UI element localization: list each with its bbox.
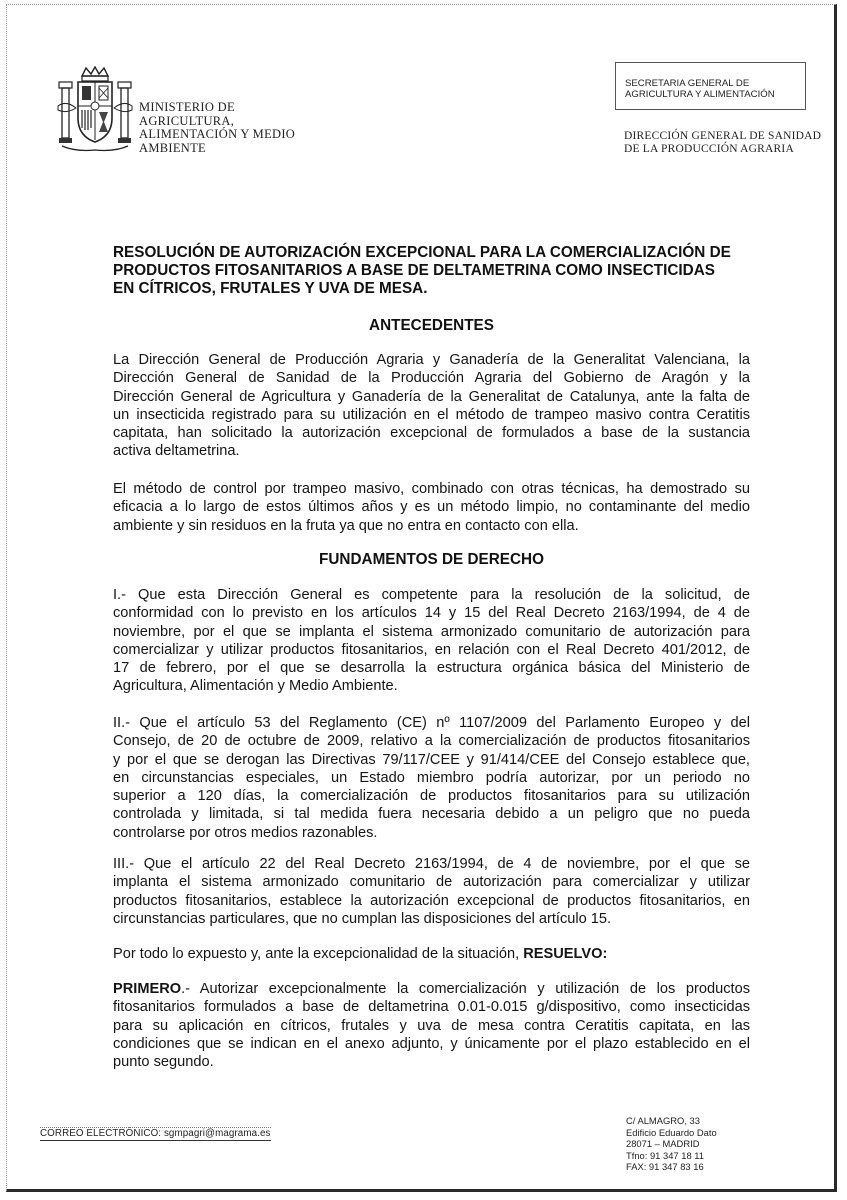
text-line: noviembre, por el que se implanta el sistema armonizado comunitario de autorización para xyxy=(113,623,750,640)
text-line: 17 de febrero, por el que se desarrolla la estructura orgánica básica del Ministerio de xyxy=(113,660,750,677)
text-line: en circunstancias especiales, un Estado miembro podría autorizar, por un periodo no xyxy=(113,769,750,786)
document-title xyxy=(113,244,753,298)
text-line xyxy=(113,980,750,998)
secretaria-line: AGRICULTURA Y ALIMENTACIÓN xyxy=(625,88,775,100)
text-line xyxy=(113,945,750,963)
direccion-line: DE LA PRODUCCIÓN AGRARIA xyxy=(624,143,794,155)
title-line: PRODUCTOS FITOSANITARIOS A BASE DE DELTAMETRINA COMO INSECTICIDAS xyxy=(113,262,715,279)
heading-fundamentos: FUNDAMENTOS DE DERECHO xyxy=(319,551,544,568)
direccion-general xyxy=(624,130,821,156)
paragraph-resuelvo xyxy=(113,945,750,963)
text-line: capitata, han solicitado la autorización excepcional de formulados a base de la sustancia xyxy=(113,425,750,442)
text-line: punto segundo. xyxy=(113,1054,214,1071)
resuelvo-intro: Por todo lo expuesto y, ante la excepcionalidad de la situación, xyxy=(113,946,524,962)
address-line: Tfno: 91 347 18 11 xyxy=(626,1149,705,1161)
email-value: sgmpagri@magrama.es xyxy=(163,1128,271,1139)
text-line: conformidad con lo previsto en los artículos 14 y 15 del Real Decreto 2163/1994, de 4 de xyxy=(113,605,750,622)
paragraph-antecedentes-1 xyxy=(113,351,750,461)
resuelvo-label: RESUELVO: xyxy=(523,946,608,962)
text-line: Dirección General de Agricultura y Ganadería de la Generalitat de Catalunya, ante la falta de xyxy=(113,388,750,405)
text-line: controlada y limitada, si tal medida fuera necesaria debido a un peligro que no pueda xyxy=(113,806,750,823)
title-line: EN CÍTRICOS, FRUTALES Y UVA DE MESA. xyxy=(113,280,428,297)
text-line: condiciones que se indican en el anexo adjunto, y únicamente por el plazo establecido en el xyxy=(113,1035,750,1052)
text-line: II.- Que el artículo 53 del Reglamento (CE) nº 1107/2009 del Parlamento Europeo y del xyxy=(113,715,750,731)
address-line: Edificio Eduardo Dato xyxy=(626,1126,717,1138)
text-line: fitosanitarios formulados a base de deltametrina 0.01-0.015 g/dispositivo, como insecticidas xyxy=(113,999,750,1016)
text-line: Consejo, de 20 de octubre de 2009, relativo a la comercialización de productos fitosanitarios xyxy=(113,733,750,750)
text-line: y por el que se derogan las Directivas 79/117/CEE y 91/414/CEE del Consejo establece que, xyxy=(113,751,750,768)
address-line: 28071 – MADRID xyxy=(626,1138,700,1150)
address-line: C/ ALMAGRO, 33 xyxy=(626,1115,700,1126)
ministry-line: MINISTERIO DE xyxy=(139,100,235,114)
coat-of-arms-icon xyxy=(56,66,134,158)
ministry-line: AGRICULTURA, xyxy=(139,113,235,128)
ministry-line: AMBIENTE xyxy=(139,140,206,155)
text-line: comercializar y utilizar productos fitosanitarios, en relación con el Real Decreto 401/2012, de xyxy=(113,641,750,658)
text-line: Agricultura, Alimentación y Medio Ambiente. xyxy=(113,678,398,695)
title-line: RESOLUCIÓN DE AUTORIZACIÓN EXCEPCIONAL PARA LA COMERCIALIZACIÓN DE xyxy=(113,244,731,261)
primero-first-line: .- Autorizar excepcionalmente la comercialización y utilización de los productos xyxy=(181,981,750,997)
text-line: superior a 120 días, la comercialización de productos fitosanitarios para su utilización xyxy=(113,788,750,805)
ministry-name xyxy=(139,101,295,155)
ministry-line: ALIMENTACIÓN Y MEDIO xyxy=(139,127,296,142)
text-line: III.- Que el artículo 22 del Real Decreto 2163/1994, de 4 de noviembre, por el que se xyxy=(113,856,750,872)
secretaria-line: SECRETARIA GENERAL DE xyxy=(625,78,750,89)
text-line: El método de control por trampeo masivo, combinado con otras técnicas, ha demostrado su xyxy=(113,481,750,497)
text-line: activa deltametrina. xyxy=(113,443,240,460)
text-line: I.- Que esta Dirección General es competente para la resolución de la solicitud, de xyxy=(113,587,750,603)
paragraph-antecedentes-2 xyxy=(113,480,750,535)
email-label: CORREO ELECTRÓNICO: xyxy=(40,1128,162,1139)
text-line: circunstancias particulares, que no cumplan las disposiciones del artículo 15. xyxy=(113,910,612,927)
text-line: productos fitosanitarios, establece la autorización excepcional de productos fitosanitarios, en xyxy=(113,892,750,909)
paragraph-fundamento-2 xyxy=(113,714,750,842)
text-line: ambiente y sin residuos en la fruta ya que no entra en contacto con ella. xyxy=(113,517,579,534)
text-line: La Dirección General de Producción Agraria y Ganadería de la Generalitat Valenciana, la xyxy=(113,352,750,368)
primero-label: PRIMERO xyxy=(113,981,182,997)
text-line: eficacia a lo largo de estos últimos años y es un método limpio, no contaminante del medio xyxy=(113,499,750,516)
text-line: controlarse por otros medios razonables. xyxy=(113,824,378,841)
direccion-line: DIRECCIÓN GENERAL DE SANIDAD xyxy=(624,130,822,142)
text-line: Dirección General de Sanidad de la Producción Agraria del Gobierno de Aragón y la xyxy=(113,370,750,387)
footer-email xyxy=(40,1127,271,1141)
text-line: un insecticida registrado para su utilización en el método de trampeo masivo contra Ceratitis xyxy=(113,406,750,423)
paragraph-primero xyxy=(113,980,750,1071)
paragraph-fundamento-1 xyxy=(113,586,750,696)
text-line: para su aplicación en cítricos, frutales y uva de mesa contra Ceratitis capitata, en las xyxy=(113,1017,750,1034)
secretaria-box xyxy=(615,62,806,110)
heading-antecedentes: ANTECEDENTES xyxy=(369,317,494,334)
address-line: FAX: 91 347 83 16 xyxy=(626,1161,704,1173)
text-line: implanta el sistema armonizado comunitario de autorización para comercializar y utilizar xyxy=(113,874,750,891)
paragraph-fundamento-3 xyxy=(113,855,750,928)
footer-address xyxy=(626,1115,717,1173)
